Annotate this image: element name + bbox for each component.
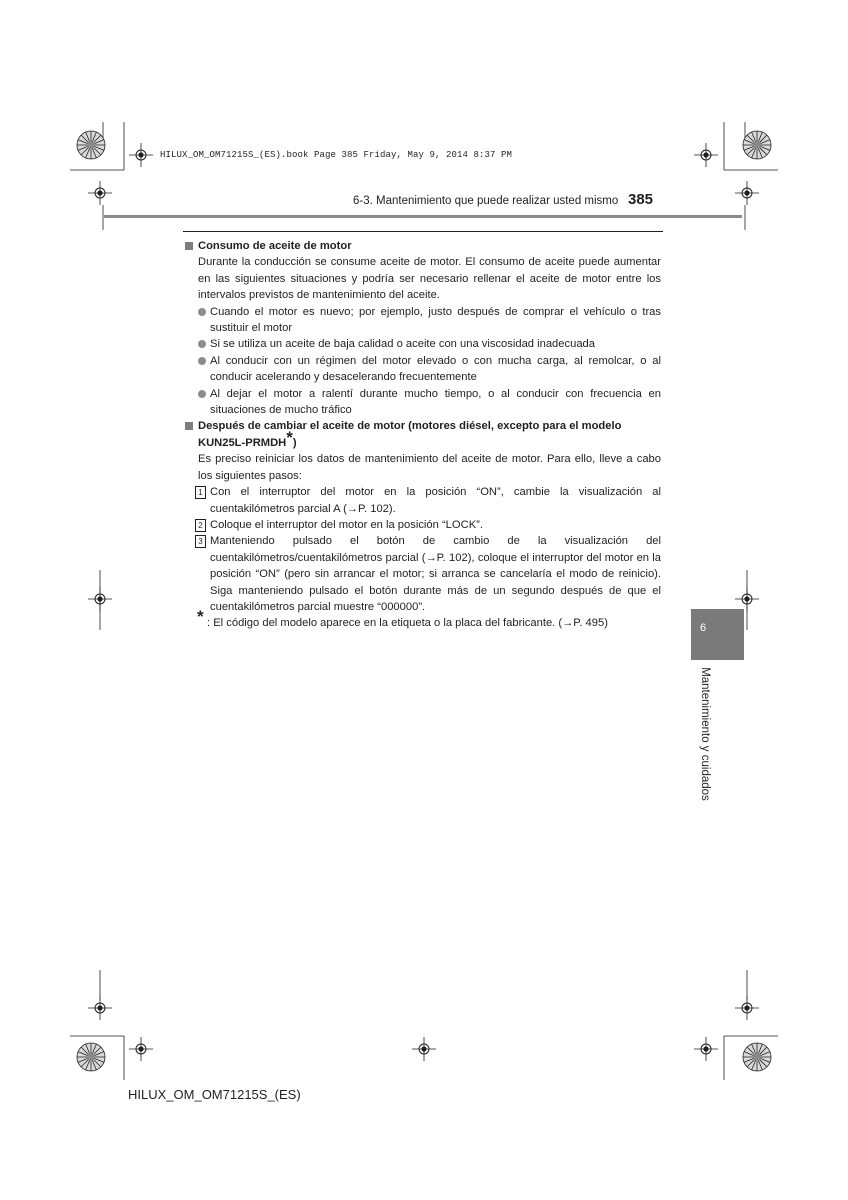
footer-code: HILUX_OM_OM71215S_(ES) [128,1087,301,1102]
step-number-box: 1 [195,486,206,499]
section1-intro: Durante la conducción se consume aceite de motor. El consumo de aceite puede aumentar en las siguientes situaciones y podría ser necesario rellenar el aceite de motor entre los intervalos previstos de mantenimiento del aceite. [198,256,661,302]
section-heading-oil-change: Después de cambiar el aceite de motor (motores diésel, excepto para el modelo KUN25L-PRMDH*) [183,418,661,451]
section-rule [183,231,663,232]
circle-bullet-icon [198,308,206,316]
square-bullet-icon [185,422,193,430]
step-item: 2 Coloque el interruptor del motor en la posición “LOCK”. [183,517,661,533]
step-item: 1 Con el interruptor del motor en la posición “ON”, cambie la visualización al cuentakilómetros parcial A (→P. 102). [183,484,661,517]
chapter-number: 6 [700,622,707,634]
page-content [183,238,661,632]
circle-bullet-icon [198,390,206,398]
footnote: * : El código del modelo aparece en la etiqueta o la placa del fabricante. (→P. 495) [197,607,608,630]
circle-bullet-icon [198,357,206,365]
list-item: Cuando el motor es nuevo; por ejemplo, justo después de comprar el vehículo o tras sustituir el motor [183,304,661,337]
chapter-label: Mantenimiento y cuidados [699,667,711,801]
list-item: Al conducir con un régimen del motor elevado o con mucha carga, al remolcar, o al conducir acelerando y desacelerando frecuentemente [183,353,661,386]
header-rule [104,215,742,218]
step-number-box: 3 [195,535,206,548]
step-item: 3 Manteniendo pulsado el botón de cambio de la visualización del cuentakilómetros/cuentakilómetros parcial (→P. 102), coloque el interruptor del motor en la posición “ON” (pero sin arrancar el motor; si arranca se cancelaría el modo de reinicio). Siga manteniendo pulsado el botón durante más de un segundo después de que el cuentakilómetros parcial muestre “000000”. [183,533,661,615]
list-item: Si se utiliza un aceite de baja calidad o aceite con una viscosidad inadecuada [183,336,661,352]
running-head: 6-3. Mantenimiento que puede realizar usted mismo [353,195,619,207]
crop-lines-bottom [70,970,778,1080]
list-item: Al dejar el motor a ralentí durante mucho tiempo, o al conducir con frecuencia en situaciones de mucho tráfico [183,386,661,419]
footnote-marker: * [286,427,293,447]
square-bullet-icon [185,242,193,250]
crop-lines-top [70,122,778,230]
section-heading-oil-consumption: Consumo de aceite de motor [183,238,661,254]
circle-bullet-icon [198,340,206,348]
section2-intro: Es preciso reiniciar los datos de mantenimiento del aceite de motor. Para ello, lleve a cabo los siguientes pasos: [198,453,661,482]
page-number: 385 [628,191,654,208]
book-info: HILUX_OM_OM71215S_(ES).book Page 385 Friday, May 9, 2014 8:37 PM [160,150,513,160]
step-number-box: 2 [195,519,206,532]
footnote-star: * [197,607,204,627]
